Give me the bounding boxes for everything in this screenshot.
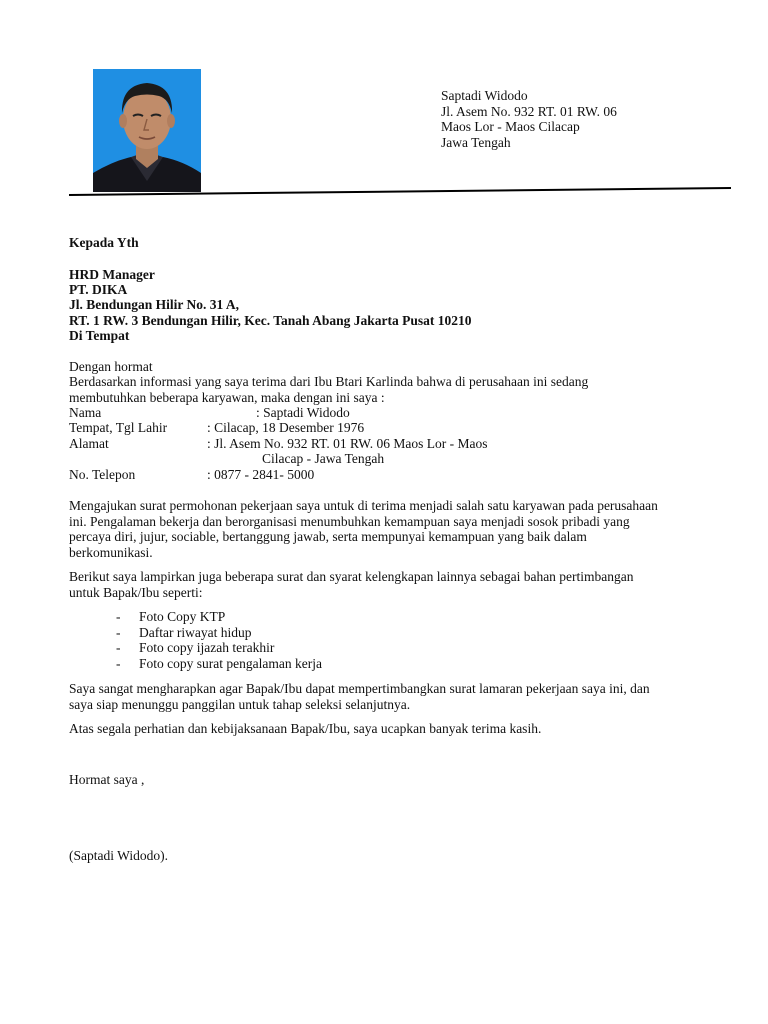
recipient-address-line2: RT. 1 RW. 3 Bendungan Hilir, Kec. Tanah Abang Jakarta Pusat 10210 — [69, 313, 472, 328]
list-item: Foto copy ijazah terakhir — [139, 640, 275, 655]
intro-line: membutuhkan beberapa karyawan, maka dengan ini saya : — [69, 389, 385, 405]
paragraph-line: ini. Pengalaman bekerja dan berorganisasi menumbuhkan kemampuan saya menjadi sosok pribadi yang — [69, 513, 630, 529]
list-item: Foto copy surat pengalaman kerja — [139, 656, 322, 671]
sender-address-line1: Jl. Asem No. 932 RT. 01 RW. 06 — [441, 103, 617, 119]
paragraph-line: Mengajukan surat permohonan pekerjaan saya untuk di terima menjadi salah satu karyawan pada perusahaan — [69, 498, 658, 513]
birth-label: Tempat, Tgl Lahir — [69, 420, 168, 435]
bullet-marker: - — [116, 625, 121, 640]
address-value-line2: Cilacap - Jawa Tengah — [262, 451, 385, 466]
bullet-marker: - — [116, 609, 121, 624]
paragraph-line: Berikut saya lampirkan juga beberapa surat dan syarat kelengkapan lainnya sebagai bahan pertimbangan — [69, 569, 634, 584]
address-label: Alamat — [69, 436, 109, 451]
sender-address-line3: Jawa Tengah — [441, 134, 511, 150]
phone-value: : 0877 - 2841- 5000 — [207, 467, 315, 482]
signature-name: (Saptadi Widodo). — [69, 848, 168, 863]
paragraph-line: untuk Bapak/Ibu seperti: — [69, 584, 203, 600]
header-divider — [0, 0, 768, 200]
paragraph-line: Saya sangat mengharapkan agar Bapak/Ibu dapat mempertimbangkan surat lamaran pekerjaan saya ini, dan — [69, 681, 650, 696]
paragraph-line: berkomunikasi. — [69, 544, 153, 560]
bullet-marker: - — [116, 640, 121, 655]
list-item: Foto Copy KTP — [139, 609, 226, 624]
list-item: Daftar riwayat hidup — [139, 625, 252, 640]
recipient-company: PT. DIKA — [69, 282, 128, 297]
paragraph-application — [69, 498, 729, 560]
paragraph-hope — [69, 681, 729, 712]
greeting: Dengan hormat — [69, 359, 153, 374]
recipient-title: HRD Manager — [69, 267, 155, 282]
name-value: : Saptadi Widodo — [256, 405, 350, 420]
intro-paragraph — [69, 374, 729, 405]
paragraph-attachments-intro — [69, 569, 729, 600]
paragraph-thanks: Atas segala perhatian dan kebijaksanaan Bapak/Ibu, saya ucapkan banyak terima kasih. — [69, 721, 542, 736]
phone-label: No. Telepon — [69, 467, 136, 482]
closing-regards: Hormat saya , — [69, 772, 145, 787]
paragraph-line: saya siap menunggu panggilan untuk tahap seleksi selanjutnya. — [69, 696, 411, 712]
address-value-line1: : Jl. Asem No. 932 RT. 01 RW. 06 Maos Lor - Maos — [207, 436, 488, 451]
intro-line: Berdasarkan informasi yang saya terima dari Ibu Btari Karlinda bahwa di perusahaan ini sedang — [69, 374, 589, 389]
paragraph-line: percaya diri, jujur, sociable, bertanggung jawab, serta mempunyai kemampuan yang baik dalam — [69, 529, 587, 544]
recipient-place: Di Tempat — [69, 328, 130, 343]
sender-name: Saptadi Widodo — [441, 88, 528, 103]
recipient-salutation: Kepada Yth — [69, 235, 139, 250]
name-label: Nama — [69, 405, 102, 420]
recipient-address-line1: Jl. Bendungan Hilir No. 31 A, — [69, 297, 240, 312]
birth-value: : Cilacap, 18 Desember 1976 — [207, 420, 365, 435]
bullet-marker: - — [116, 656, 121, 671]
sender-address-line2: Maos Lor - Maos Cilacap — [441, 119, 580, 134]
